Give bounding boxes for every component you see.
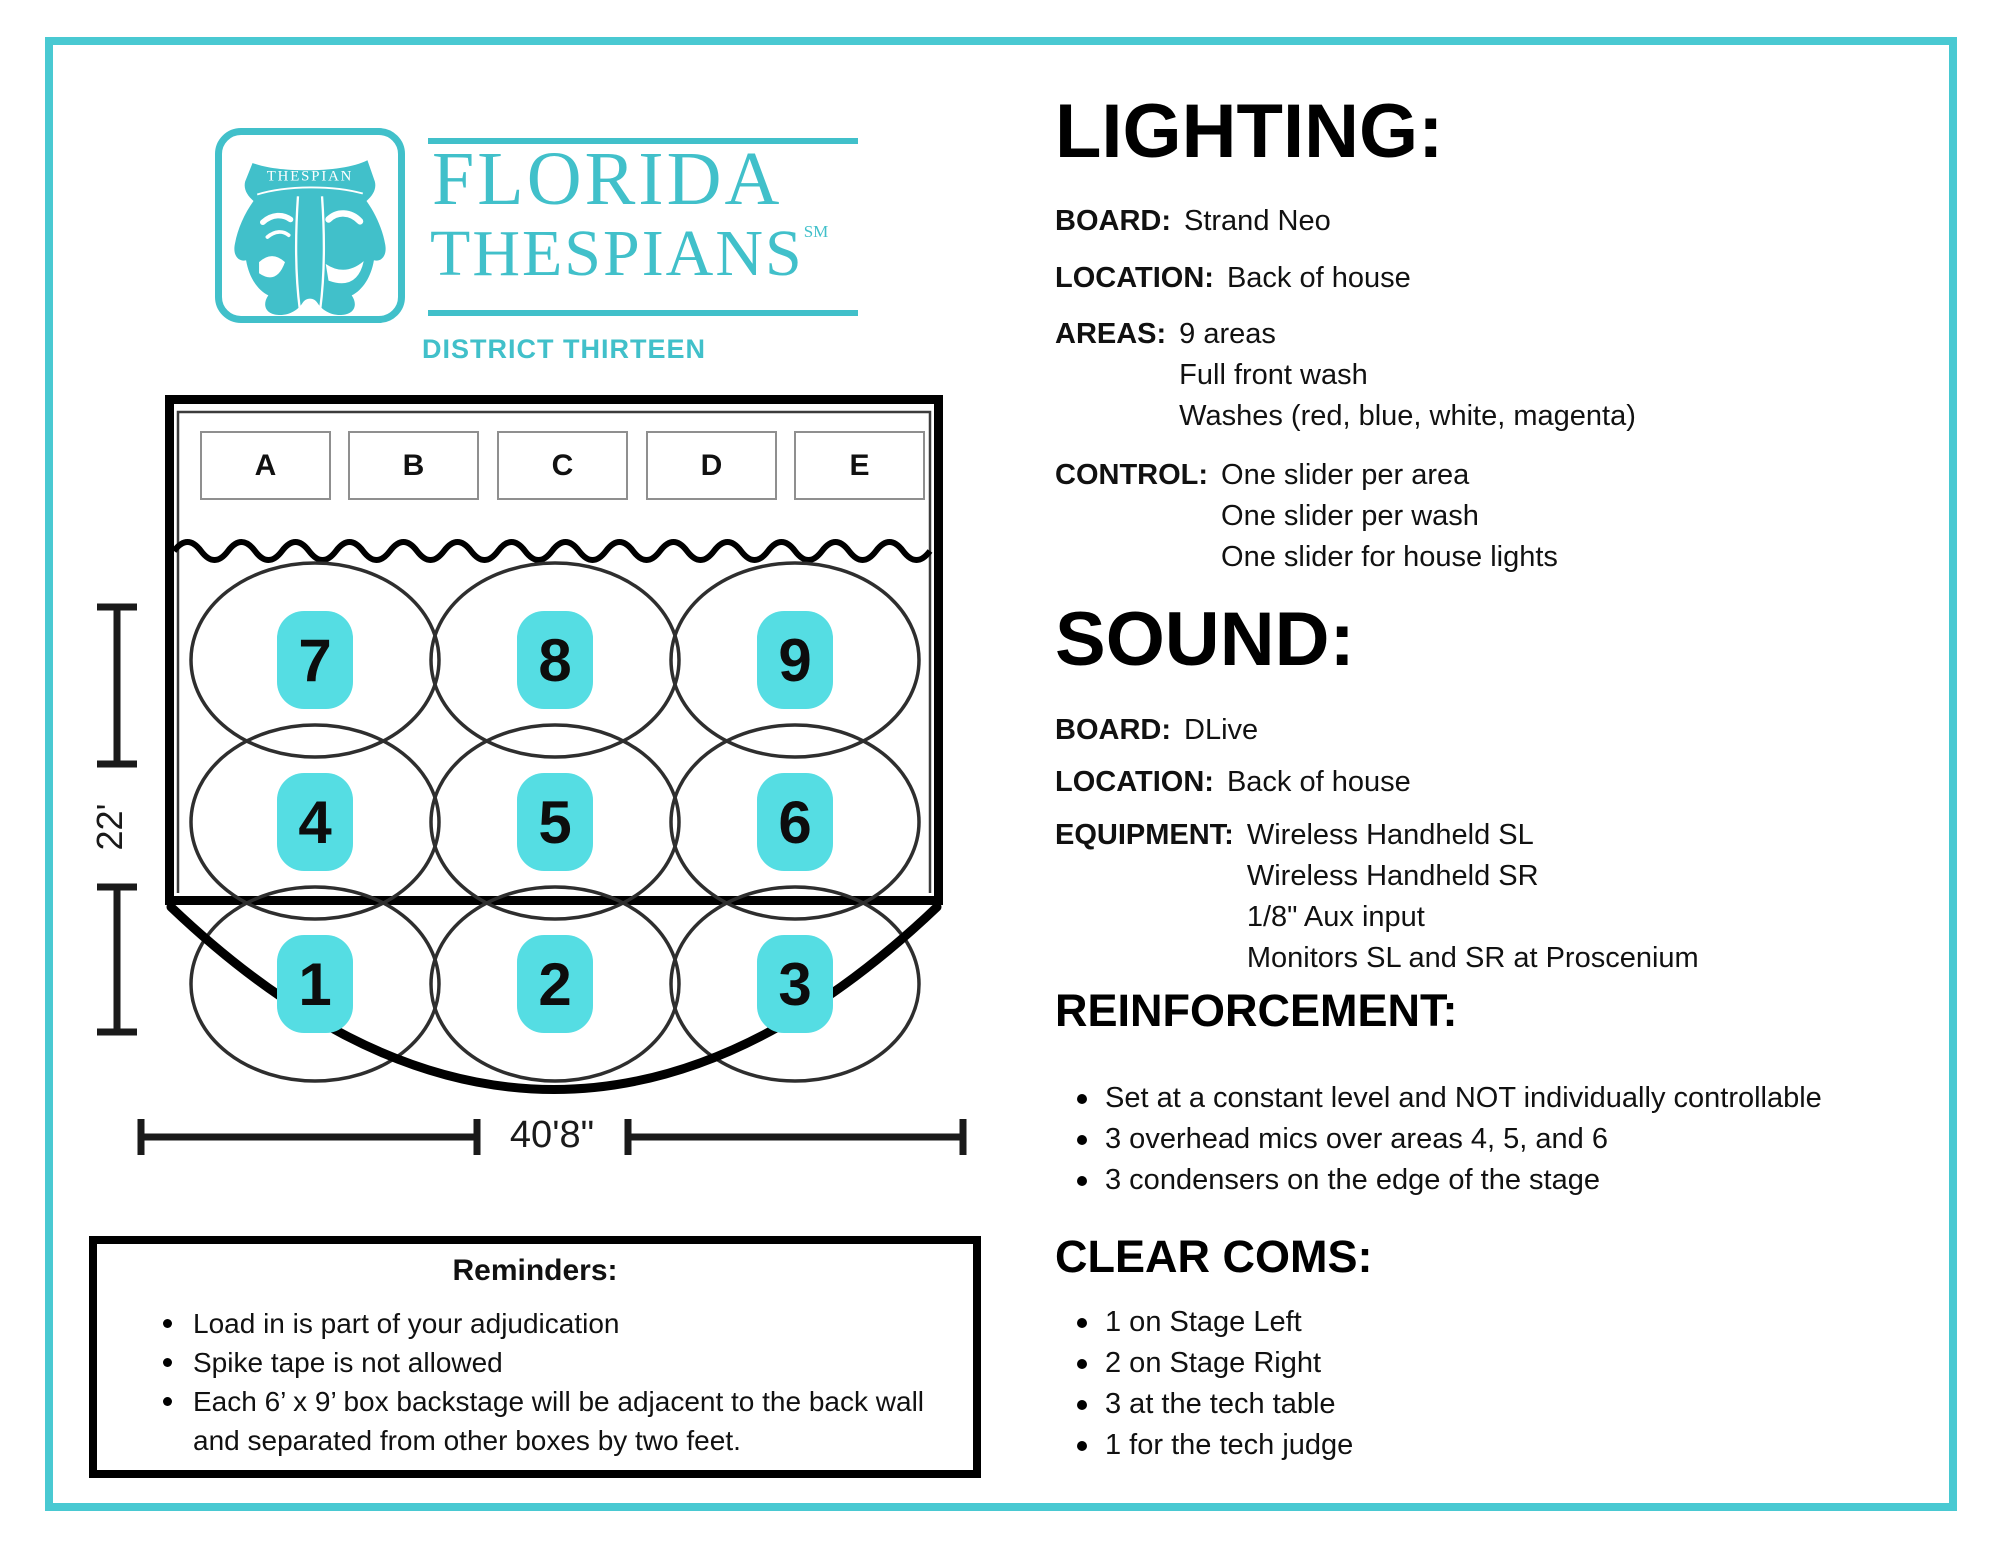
clear-coms-item: 1 for the tech judge	[1055, 1425, 1955, 1466]
area-pill-3: 3	[757, 935, 833, 1033]
board-value: Strand Neo	[1184, 205, 1331, 237]
backstage-box-a: A	[200, 431, 331, 500]
area-pill-6: 6	[757, 773, 833, 871]
area-pill-1: 1	[277, 935, 353, 1033]
reminders-list	[127, 1304, 943, 1460]
equipment-label: EQUIPMENT:	[1055, 819, 1234, 851]
lighting-location-row	[1055, 258, 1955, 299]
sound-location-row	[1055, 762, 1955, 803]
width-dimension-label: 40'8"	[509, 1114, 595, 1156]
sound-equipment-row	[1055, 815, 1955, 979]
board-value: DLive	[1184, 714, 1259, 746]
equipment-values: Wireless Handheld SL Wireless Handheld SR 1/8" Aux input Monitors SL and SR at Proscenium	[1246, 819, 1699, 974]
clear-coms-item: 2 on Stage Right	[1055, 1343, 1955, 1384]
reminder-item: Each 6’ x 9’ box backstage will be adjacent to the back wall and separated from other boxes by two feet.	[161, 1382, 943, 1460]
clear-coms-item: 3 at the tech table	[1055, 1384, 1955, 1425]
brand-title-line2-text: THESPIANS	[430, 217, 804, 290]
sound-board-row	[1055, 710, 1955, 751]
lighting-board-row	[1055, 201, 1955, 242]
clear-coms-list	[1055, 1302, 1955, 1466]
reinforcement-list	[1055, 1078, 1955, 1201]
clear-coms-heading: CLEAR COMS:	[1055, 1231, 1373, 1282]
reinforcement-item: 3 overhead mics over areas 4, 5, and 6	[1055, 1119, 1955, 1160]
backstage-box-d: D	[646, 431, 777, 500]
area-pill-8: 8	[517, 611, 593, 709]
service-mark: SM	[803, 222, 829, 241]
backstage-box-e: E	[794, 431, 925, 500]
sound-heading: SOUND:	[1055, 597, 1355, 682]
brand-title-line2	[430, 217, 829, 290]
backstage-box-c: C	[497, 431, 628, 500]
lighting-control-row	[1055, 455, 1955, 578]
reinforcement-item: 3 condensers on the edge of the stage	[1055, 1160, 1955, 1201]
location-label: LOCATION:	[1055, 262, 1214, 294]
reminder-item: Spike tape is not allowed	[161, 1343, 943, 1382]
clear-coms-item: 1 on Stage Left	[1055, 1302, 1955, 1343]
reinforcement-item: Set at a constant level and NOT individually controllable	[1055, 1078, 1955, 1119]
location-value: Back of house	[1226, 262, 1411, 294]
reminders-box	[89, 1236, 981, 1478]
area-pill-2: 2	[517, 935, 593, 1033]
backstage-box-b: B	[348, 431, 479, 500]
area-pill-5: 5	[517, 773, 593, 871]
reminders-title: Reminders:	[452, 1254, 618, 1287]
location-label: LOCATION:	[1055, 766, 1214, 798]
lighting-heading: LIGHTING:	[1055, 89, 1444, 174]
district-subtitle: DISTRICT THIRTEEN	[422, 334, 706, 364]
control-label: CONTROL:	[1055, 459, 1209, 491]
board-label: BOARD:	[1055, 205, 1171, 237]
area-pill-9: 9	[757, 611, 833, 709]
reinforcement-heading: REINFORCEMENT:	[1055, 985, 1458, 1036]
areas-values: 9 areas Full front wash Washes (red, blue, white, magenta)	[1179, 318, 1636, 432]
area-pill-7: 7	[277, 611, 353, 709]
brand-rule-bottom	[428, 310, 858, 316]
brand-title-line1: FLORIDA	[432, 137, 783, 221]
control-values: One slider per area One slider per wash One slider for house lights	[1221, 459, 1558, 573]
comedy-tragedy-masks-icon	[222, 135, 398, 316]
area-pill-4: 4	[277, 773, 353, 871]
board-label: BOARD:	[1055, 714, 1171, 746]
depth-dimension-label: 22'	[89, 803, 130, 851]
reminder-item: Load in is part of your adjudication	[161, 1304, 943, 1343]
logo-arch-label: THESPIAN	[266, 168, 354, 185]
areas-label: AREAS:	[1055, 318, 1167, 350]
location-value: Back of house	[1226, 766, 1411, 798]
lighting-areas-row	[1055, 314, 1955, 437]
thespian-logo-badge	[215, 128, 405, 323]
